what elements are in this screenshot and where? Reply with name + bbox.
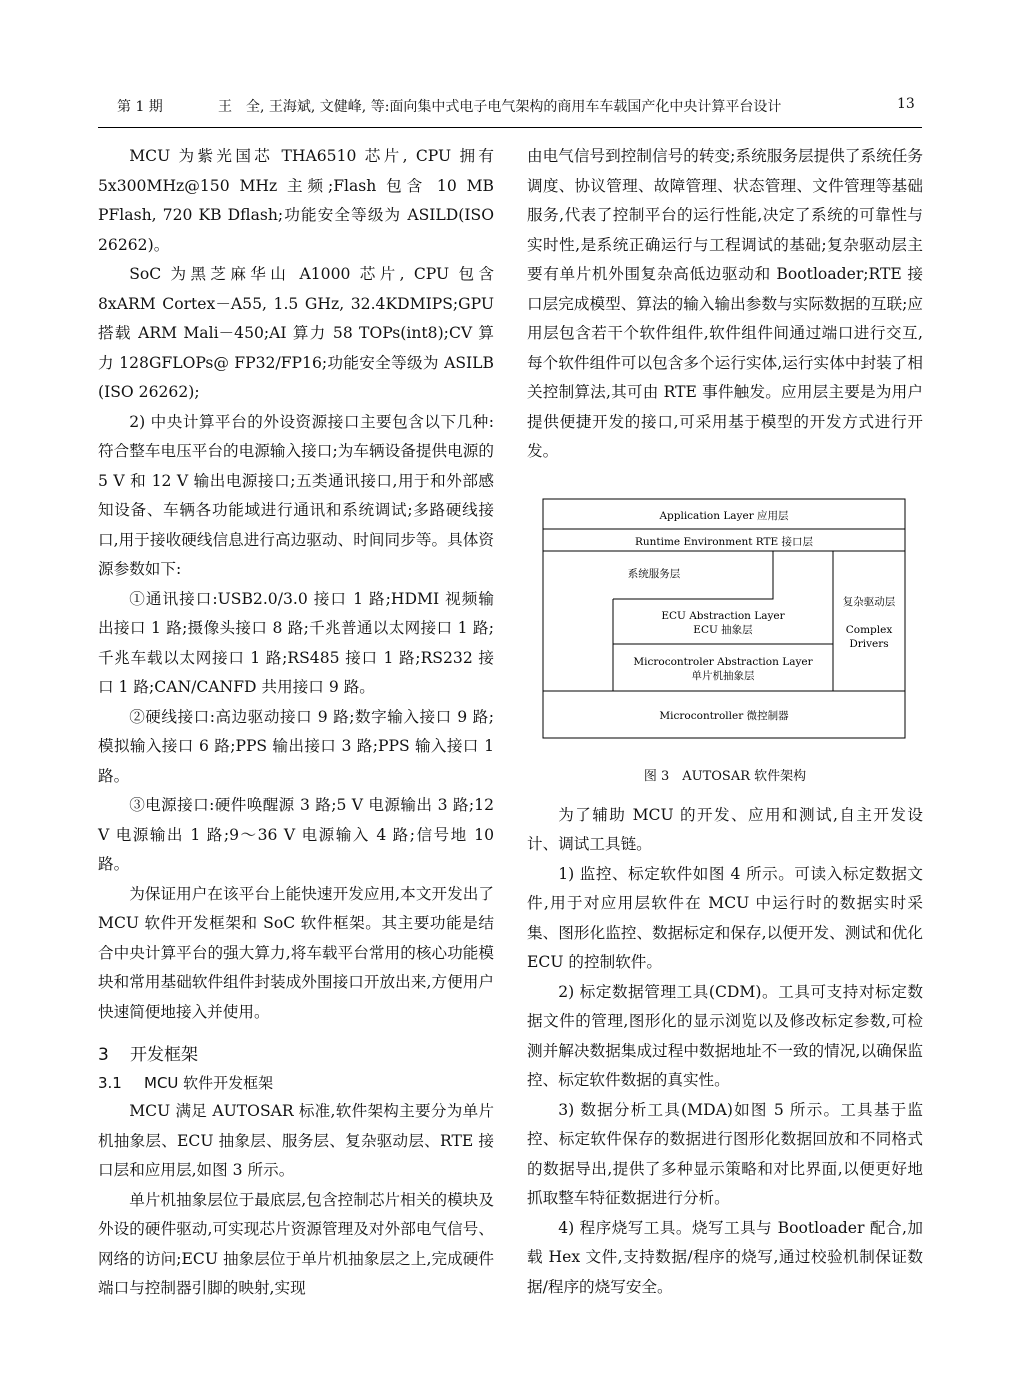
subsection-number: 3.1 [98, 1074, 122, 1092]
fig-complex-en1-label: Complex [845, 623, 893, 636]
fig-micro-label: Microcontroller 微控制器 [659, 709, 789, 722]
paragraph: 4) 程序烧写工具。烧写工具与 Bootloader 配合,加载 Hex 文件,支持数据/程序的烧写,通过校验机制保证数据/程序的烧写安全。 [527, 1218, 923, 1296]
paragraph: ③电源接口:硬件唤醒源 3 路;5 V 电源输出 3 路;12 V 电源输出 1 路;9～36 V 电源输入 4 路;信号地 10 路。 [98, 796, 494, 873]
section-heading [98, 1041, 494, 1069]
right-column [527, 142, 923, 1302]
section-title: 开发框架 [130, 1045, 198, 1065]
paragraph: ①通讯接口:USB2.0/3.0 接口 1 路;HDMI 视频输出接口 1 路;摄像头接口 8 路;千兆普通以太网接口 1 路;千兆车载以太网接口 1 路;RS485 接口 1 路;RS232 接口 1 路;CAN/CANFD 共用接口 9 路。 [98, 589, 494, 696]
fig-mcal-en-label: Microcontroler Abstraction Layer [633, 655, 813, 668]
page-number: 13 [897, 96, 915, 112]
paragraph: 为了辅助 MCU 的开发、应用和测试,自主开发设计、调试工具链。 [527, 805, 923, 853]
fig-app-label: Application Layer 应用层 [659, 509, 789, 522]
paragraph: 为保证用户在该平台上能快速开发应用,本文开发出了 MCU 软件开发框架和 SoC 软件框架。其主要功能是结合中央计算平台的强大算力,将车载平台常用的核心功能模块和常用基础软件组件封装成外围接口开放出来,方便用户快速简便地接入并使用。 [98, 884, 494, 1021]
paragraph: 3) 数据分析工具(MDA)如图 5 所示。工具基于监控、标定软件保存的数据进行图形化数据回放和不同格式的数据导出,提供了多种显示策略和对比界面,以便更好地抓取整车特征数据进行分析。 [527, 1100, 923, 1207]
paragraph: 由电气信号到控制信号的转变;系统服务层提供了系统任务调度、协议管理、故障管理、状态管理、文件管理等基础服务,代表了控制平台的运行性能,决定了系统的可靠性与实时性,是系统正确运行与工程调试的基础;复杂驱动层主要有单片机外围复杂高低边驱动和 Bootloader;RTE 接口层完成模型、算法的输入输出参数与实际数据的互联;应用层包含若干个软件组件,软件组件间通过端口进行交互,每个软件组件可以包含多个运行实体,运行实体中封装了相关控制算法,其可由 RTE 事件触发。应用层主要是为用户提供便捷开发的接口,可采用基于模型的开发方式进行开发。 [527, 147, 923, 460]
fig-complex-cn-label: 复杂驱动层 [842, 595, 896, 608]
autosar-architecture-figure [527, 493, 923, 761]
subsection-title: MCU 软件开发框架 [144, 1074, 274, 1092]
paragraph: 2) 标定数据管理工具(CDM)。工具可支持对标定数据文件的管理,图形化的显示浏览以及修改标定参数,可检测并解决数据集成过程中数据地址不一致的情况,以确保监控、标定软件数据的真实性。 [527, 982, 923, 1089]
paragraph: 单片机抽象层位于最底层,包含控制芯片相关的模块及外设的硬件驱动,可实现芯片资源管理及对外部电气信号、网络的访问;ECU 抽象层位于单片机抽象层之上,完成硬件端口与控制器引脚的映射,实现 [98, 1190, 494, 1297]
header-rule [98, 127, 922, 128]
paragraph: 1) 监控、标定软件如图 4 所示。可读入标定数据文件,用于对应用层软件在 MCU 中运行时的数据实时采集、图形化监控、数据标定和保存,以便开发、测试和优化 ECU 的控制软件。 [527, 864, 923, 971]
fig-mcal-cn-label: 单片机抽象层 [691, 669, 755, 682]
subsection-heading [98, 1069, 494, 1097]
paragraph: MCU 满足 AUTOSAR 标准,软件架构主要分为单片机抽象层、ECU 抽象层、服务层、复杂驱动层、RTE 接口层和应用层,如图 3 所示。 [98, 1102, 494, 1179]
paragraph: 2) 中央计算平台的外设资源接口主要包含以下几种:符合整车电压平台的电源输入接口;为车辆设备提供电源的 5 V 和 12 V 输出电源接口;五类通讯接口,用于和外部感知设备、车辆各功能域进行通讯和系统调试;多路硬线接口,用于接收硬线信息进行高边驱动、时间同步等。具体资源参数如下: [98, 412, 494, 578]
fig-complex-en2-label: Drivers [849, 637, 889, 650]
paragraph: MCU 为紫光国芯 THA6510 芯片, CPU 拥有 5x300MHz@150 MHz 主频;Flash 包含 10 MB PFlash, 720 KB Dflash;功能安全等级为 ASILD(ISO 26262)。 [98, 147, 494, 254]
issue-number: 第 1 期 [117, 99, 163, 115]
fig-rte-label: Runtime Environment RTE 接口层 [634, 535, 814, 548]
left-column [98, 142, 494, 1304]
header-authors-title: 王 全, 王海斌, 文健峰, 等:面向集中式电子电气架构的商用车车载国产化中央计算平台设计 [218, 99, 782, 115]
section-number: 3 [98, 1045, 109, 1065]
paragraph: ②硬线接口:高边驱动接口 9 路;数字输入接口 9 路;模拟输入接口 6 路;PPS 输出接口 3 路;PPS 输入接口 1 路。 [98, 707, 494, 785]
autosar-diagram [527, 493, 923, 761]
fig-ecu-en-label: ECU Abstraction Layer [661, 609, 785, 622]
paragraph: SoC 为黑芝麻华山 A1000 芯片, CPU 包含 8xARM Cortex－A55, 1.5 GHz, 32.4KDMIPS;GPU 搭载 ARM Mali－450;AI 算力 58 TOPs(int8);CV 算力 128GFLOPs@ FP32/FP16;功能安全等级为 ASILB (ISO 26262); [98, 265, 494, 401]
figure-caption: 图 3 AUTOSAR 软件架构 [643, 768, 807, 784]
fig-services-label: 系统服务层 [627, 567, 681, 580]
fig-ecu-cn-label: ECU 抽象层 [693, 623, 753, 636]
